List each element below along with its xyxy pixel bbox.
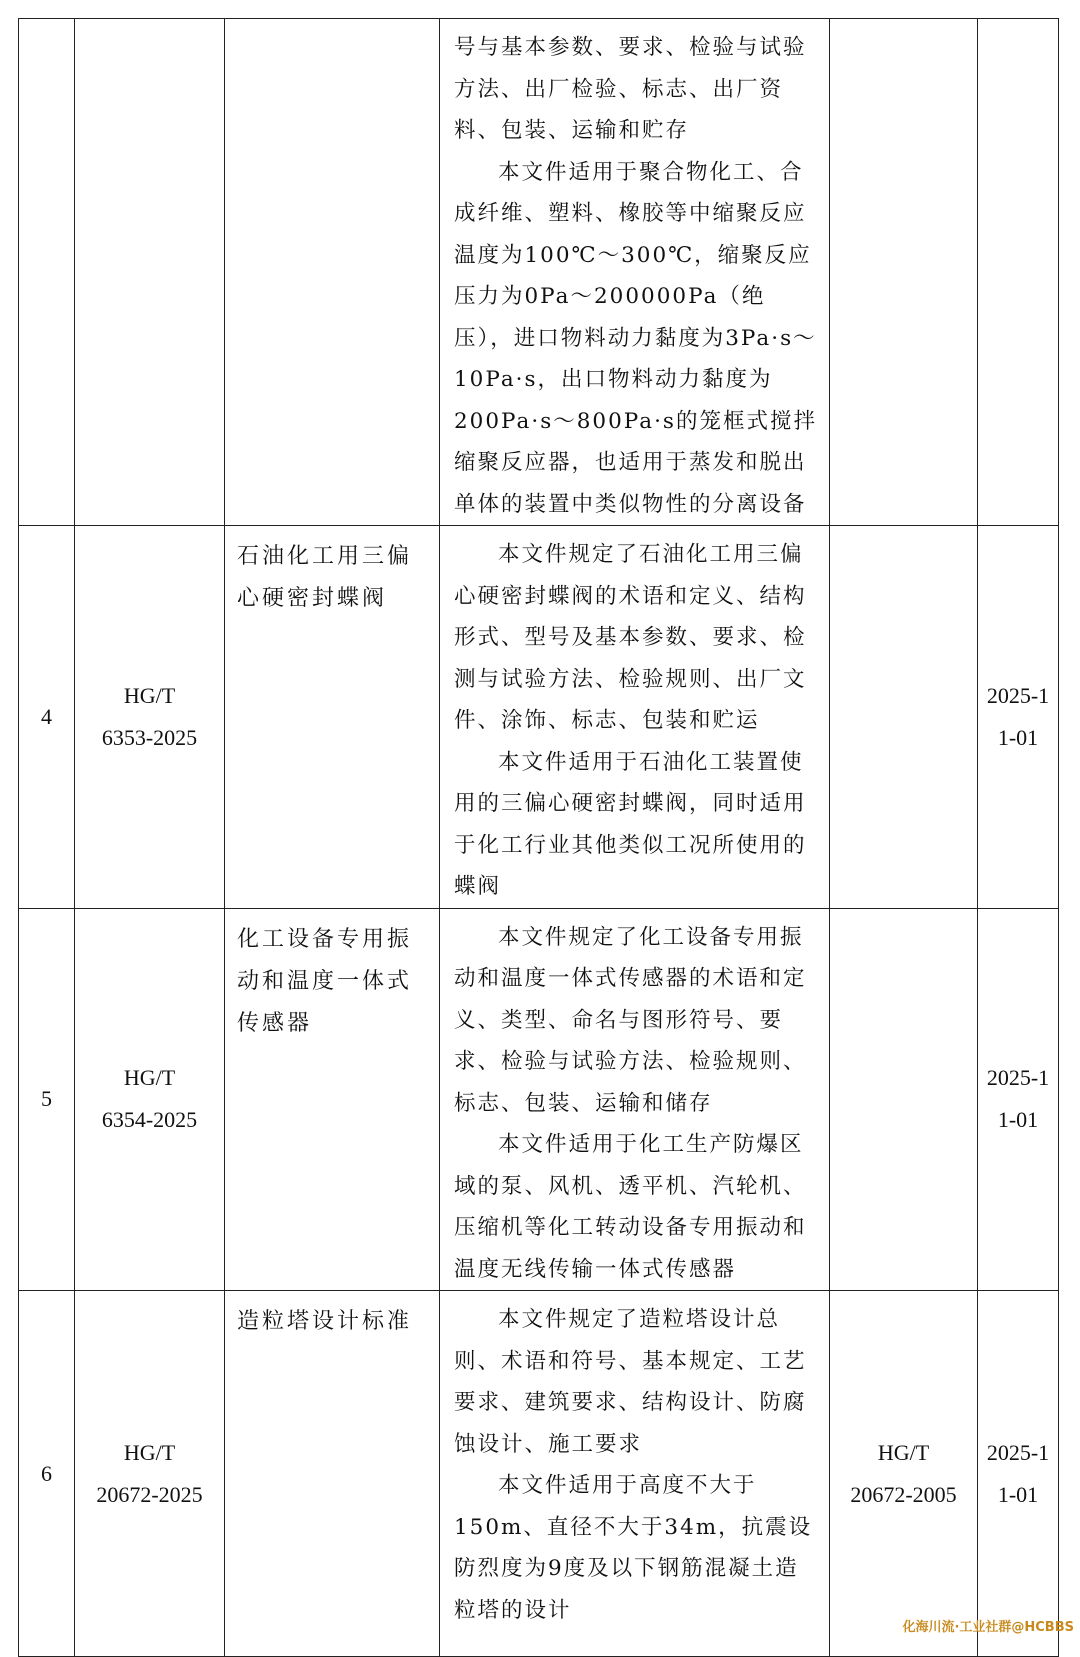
effective-date-part1: 2025-1 — [986, 682, 1050, 708]
effective-date-part2: 1-01 — [997, 724, 1039, 750]
row-number — [19, 19, 75, 526]
standard-code-number: 20672-2025 — [96, 1481, 203, 1507]
standard-name: 化工设备专用振动和温度一体式传感器 — [225, 908, 440, 1291]
effective-date-part2: 1-01 — [997, 1107, 1039, 1133]
standard-name: 造粒塔设计标准 — [225, 1291, 440, 1657]
effective-date-part1: 2025-1 — [986, 1439, 1050, 1465]
description-scope: 本文件规定了造粒塔设计总则、术语和符号、基本规定、工艺要求、建筑要求、结构设计、防腐蚀设计、施工要求 — [454, 1307, 807, 1457]
description-scope: 本文件规定了化工设备专用振动和温度一体式传感器的术语和定义、类型、命名与图形符号、要求、检验与试验方法、检验规则、标志、包装、运输和储存 — [454, 924, 807, 1116]
replaced-standard-prefix: HG/T — [877, 1439, 930, 1465]
standard-code — [75, 526, 225, 909]
effective-date — [978, 1291, 1059, 1657]
row-number: 4 — [19, 526, 75, 909]
standard-code — [75, 908, 225, 1291]
description-applicability: 本文件适用于化工生产防爆区域的泵、风机、透平机、汽轮机、压缩机等化工转动设备专用振动和温度无线传输一体式传感器 — [454, 1132, 807, 1282]
row-number: 5 — [19, 908, 75, 1291]
effective-date — [978, 19, 1059, 526]
standard-code-prefix: HG/T — [123, 682, 176, 708]
replaced-standard — [830, 526, 978, 909]
effective-date — [978, 526, 1059, 909]
standard-description — [440, 526, 830, 909]
row-number: 6 — [19, 1291, 75, 1657]
standard-description — [440, 1291, 830, 1657]
description-scope: 号与基本参数、要求、检验与试验方法、出厂检验、标志、出厂资料、包装、运输和贮存 — [454, 35, 807, 143]
table-row — [19, 1291, 1059, 1657]
watermark: 化海川流·工业社群@HCBBS — [902, 1620, 1074, 1635]
effective-date-part1: 2025-1 — [986, 1065, 1050, 1091]
description-applicability: 本文件适用于聚合物化工、合成纤维、塑料、橡胶等中缩聚反应温度为100℃～300℃，缩聚反应压力为0Pa～200000Pa（绝压），进口物料动力黏度为3Pa·s～10Pa·s，出口物料动力黏度为200Pa·s～800Pa·s的笼框式搅拌缩聚反应器，也适用于蒸发和脱出单体的装置中类似物性的分离设备 — [454, 159, 817, 517]
effective-date-part2: 1-01 — [997, 1481, 1039, 1507]
standard-name: 石油化工用三偏心硬密封蝶阀 — [225, 526, 440, 909]
table-row — [19, 908, 1059, 1291]
description-applicability: 本文件适用于石油化工装置使用的三偏心硬密封蝶阀，同时适用于化工行业其他类似工况所使用的蝶阀 — [454, 749, 807, 899]
replaced-standard — [830, 19, 978, 526]
standard-description — [440, 19, 830, 526]
standard-code — [75, 19, 225, 526]
table-row — [19, 526, 1059, 909]
description-scope: 本文件规定了石油化工用三偏心硬密封蝶阀的术语和定义、结构形式、型号及基本参数、要求、检测与试验方法、检验规则、出厂文件、涂饰、标志、包装和贮运 — [454, 542, 807, 733]
replaced-standard — [830, 1291, 978, 1657]
standard-description — [440, 908, 830, 1291]
description-applicability: 本文件适用于高度不大于150m、直径不大于34m，抗震设防烈度为9度及以下钢筋混凝土造粒塔的设计 — [454, 1473, 813, 1623]
standard-code-number: 6354-2025 — [101, 1107, 198, 1133]
replaced-standard — [830, 908, 978, 1291]
standard-name — [225, 19, 440, 526]
standard-code-number: 6353-2025 — [101, 724, 198, 750]
table-row — [19, 19, 1059, 526]
replaced-standard-number: 20672-2005 — [850, 1481, 957, 1507]
standards-table — [18, 18, 1059, 1657]
standard-code — [75, 1291, 225, 1657]
standard-code-prefix: HG/T — [123, 1065, 176, 1091]
effective-date — [978, 908, 1059, 1291]
standard-code-prefix: HG/T — [123, 1439, 176, 1465]
